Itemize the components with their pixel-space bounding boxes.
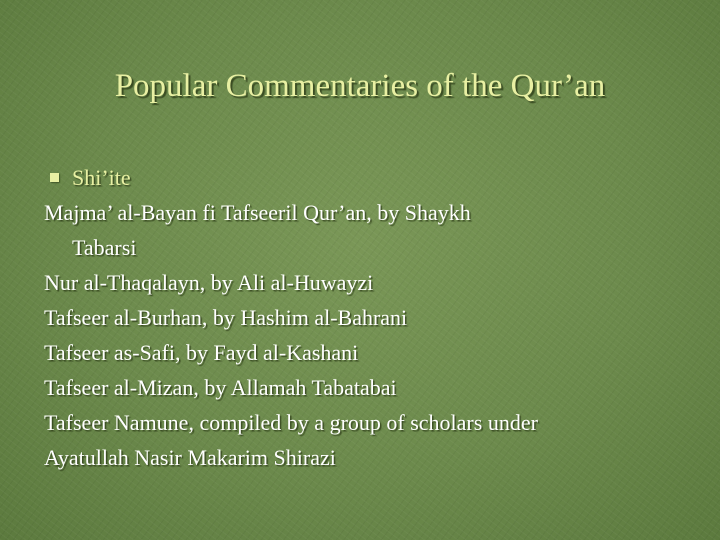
slide-body (44, 160, 694, 475)
square-bullet-icon (50, 173, 59, 182)
slide-title: Popular Commentaries of the Qur’an (114, 68, 606, 104)
commentary-line: Tafseer al-Mizan, by Allamah Tabatabai (44, 375, 397, 400)
commentary-line: Tafseer Namune, compiled by a group of scholars under (44, 410, 538, 435)
commentary-line: Nur al-Thaqalayn, by Ali al-Huwayzi (44, 270, 374, 295)
commentary-line: Tafseer as-Safi, by Fayd al-Kashani (44, 340, 359, 365)
bullet-heading: Shi’ite (72, 165, 131, 190)
commentary-line: Ayatullah Nasir Makarim Shirazi (44, 445, 336, 470)
commentary-line: Tafseer al-Burhan, by Hashim al-Bahrani (44, 305, 408, 330)
commentary-line-continued: Tabarsi (72, 235, 137, 260)
commentary-line: Majma’ al-Bayan fi Tafseeril Qur’an, by Shaykh (44, 200, 471, 225)
bullet-item-shiite (44, 160, 694, 195)
